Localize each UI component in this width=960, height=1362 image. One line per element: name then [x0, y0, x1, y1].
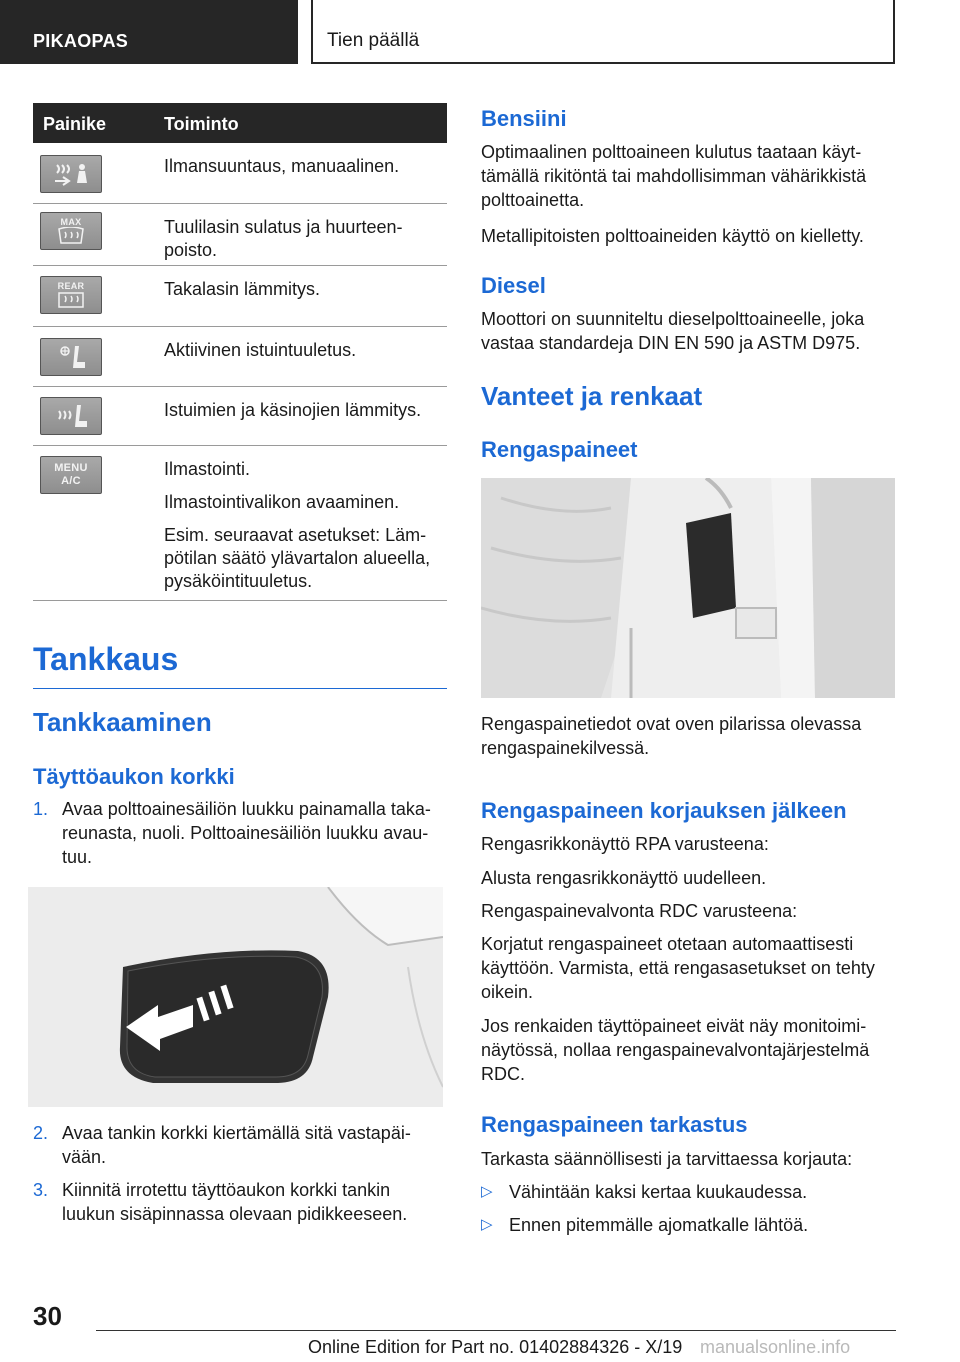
rear-defrost-icon: REAR	[40, 276, 102, 314]
page-number: 30	[33, 1301, 62, 1331]
rengaspaineet-paragraph: Rengaspainetiedot ovat oven pilarissa olevassa rengaspainekilvessä.	[481, 714, 862, 758]
heading-tarkastus: Rengaspaineen tarkastus	[481, 1112, 748, 1137]
ac-label: A/C	[61, 475, 81, 487]
korjaus-paragraph-1: Rengasrikkonäyttö RPA varusteena:	[481, 834, 769, 854]
tarkastus-paragraph: Tarkasta säännöllisesti ja tarvittaessa korjauta:	[481, 1149, 853, 1169]
step-3: 3. Kiinnitä irrotettu täyttöaukon korkki tankin luukun sisäpinnassa olevaan pidikkeeseen.	[33, 1180, 408, 1224]
seat-heating-icon	[40, 397, 102, 435]
table-row	[33, 446, 447, 601]
menu-ac-icon	[40, 456, 102, 494]
row-text: Takalasin lämmitys.	[164, 279, 321, 299]
row-text: Istuimien ja käsinojien lämmitys.	[164, 400, 422, 420]
korjaus-paragraph-3: Rengaspainevalvonta RDC varusteena:	[481, 901, 798, 921]
korjaus-paragraph-2: Alusta rengasrikkonäyttö uudelleen.	[481, 868, 767, 888]
header-tab: PIKAOPAS	[0, 0, 298, 64]
table-row	[33, 204, 447, 266]
diesel-paragraph: Moottori on suunniteltu dieselpolttoaineelle, joka vastaa standardeja DIN EN 590 ja ASTM D975.	[481, 309, 865, 353]
heading-tankkaus: Tankkaus	[33, 641, 447, 689]
controls-table	[33, 103, 447, 601]
heading-tayttoaukon-korkki: Täyttöaukon korkki	[33, 764, 235, 789]
row-text: Tuulilasin sulatus ja huurteen-poisto.	[164, 217, 403, 260]
table-row	[33, 387, 447, 446]
heading-diesel: Diesel	[481, 273, 546, 298]
fuel-flap-photo	[28, 887, 443, 1107]
table-row	[33, 143, 447, 204]
triangle-bullet-icon: ▷	[481, 1216, 493, 1233]
korjaus-paragraph-4: Korjatut rengaspaineet otetaan automaattisesti käyttöön. Varmista, että rengasasetukset on tehty oikein.	[481, 934, 875, 1002]
row-text: Aktiivinen istuintuuletus.	[164, 340, 357, 360]
max-defrost-icon: MAX	[40, 212, 102, 250]
heading-tankkaaminen: Tankkaaminen	[33, 707, 212, 737]
seat-ventilation-icon	[40, 338, 102, 376]
heading-rengaspaineet: Rengaspaineet	[481, 437, 638, 462]
airflow-manual-icon	[40, 155, 102, 193]
watermark: manualsonline.info	[700, 1337, 851, 1357]
header-section-title: Tien päällä	[311, 0, 895, 64]
heading-vanteet-ja-renkaat: Vanteet ja renkaat	[481, 381, 703, 411]
table-header-function: Toiminto	[164, 114, 239, 134]
table-row	[33, 327, 447, 387]
footer-edition: Online Edition for Part no. 01402884326 - X/19	[308, 1337, 683, 1357]
triangle-bullet-icon: ▷	[481, 1183, 493, 1200]
table-row	[33, 266, 447, 327]
heading-bensiini: Bensiini	[481, 106, 567, 131]
bensiini-paragraph-2: Metallipitoisten polttoaineiden käyttö on kielletty.	[481, 226, 864, 246]
table-header-button: Painike	[43, 114, 107, 134]
bensiini-paragraph-1: Optimaalinen polttoaineen kulutus taataan käyt-tämällä rikitöntä tai mahdollisimman vähärikkistä polttoainetta.	[481, 142, 867, 210]
bullet-item: ▷ Vähintään kaksi kertaa kuukaudessa.	[481, 1182, 808, 1202]
door-pillar-photo	[481, 478, 895, 698]
bullet-item: ▷ Ennen pitemmälle ajomatkalle lähtöä.	[481, 1215, 809, 1235]
heading-korjauksen-jalkeen: Rengaspaineen korjauksen jälkeen	[481, 798, 847, 823]
footer-divider	[96, 1330, 896, 1331]
table-header	[33, 103, 447, 143]
step-1: 1. Avaa polttoainesäiliön luukku painamalla taka-reunasta, nuoli. Polttoainesäiliön luukku avau-tuu.	[33, 799, 431, 867]
korjaus-paragraph-5: Jos renkaiden täyttöpaineet eivät näy monitoimi-näytössä, nollaa rengaspainevalvontajärjestelmä RDC.	[481, 1016, 870, 1084]
step-2: 2. Avaa tankin korkki kiertämällä sitä vastapäi-vään.	[33, 1123, 411, 1167]
row-text: Ilmansuuntaus, manuaalinen.	[164, 156, 400, 176]
menu-label: MENU	[54, 462, 88, 474]
row-text: Ilmastointi. Ilmastointivalikon avaaminen. Esim. seuraavat asetukset: Läm-pötilan säätö ylävartalon alueella, pysäköintituuletus.	[164, 459, 431, 591]
